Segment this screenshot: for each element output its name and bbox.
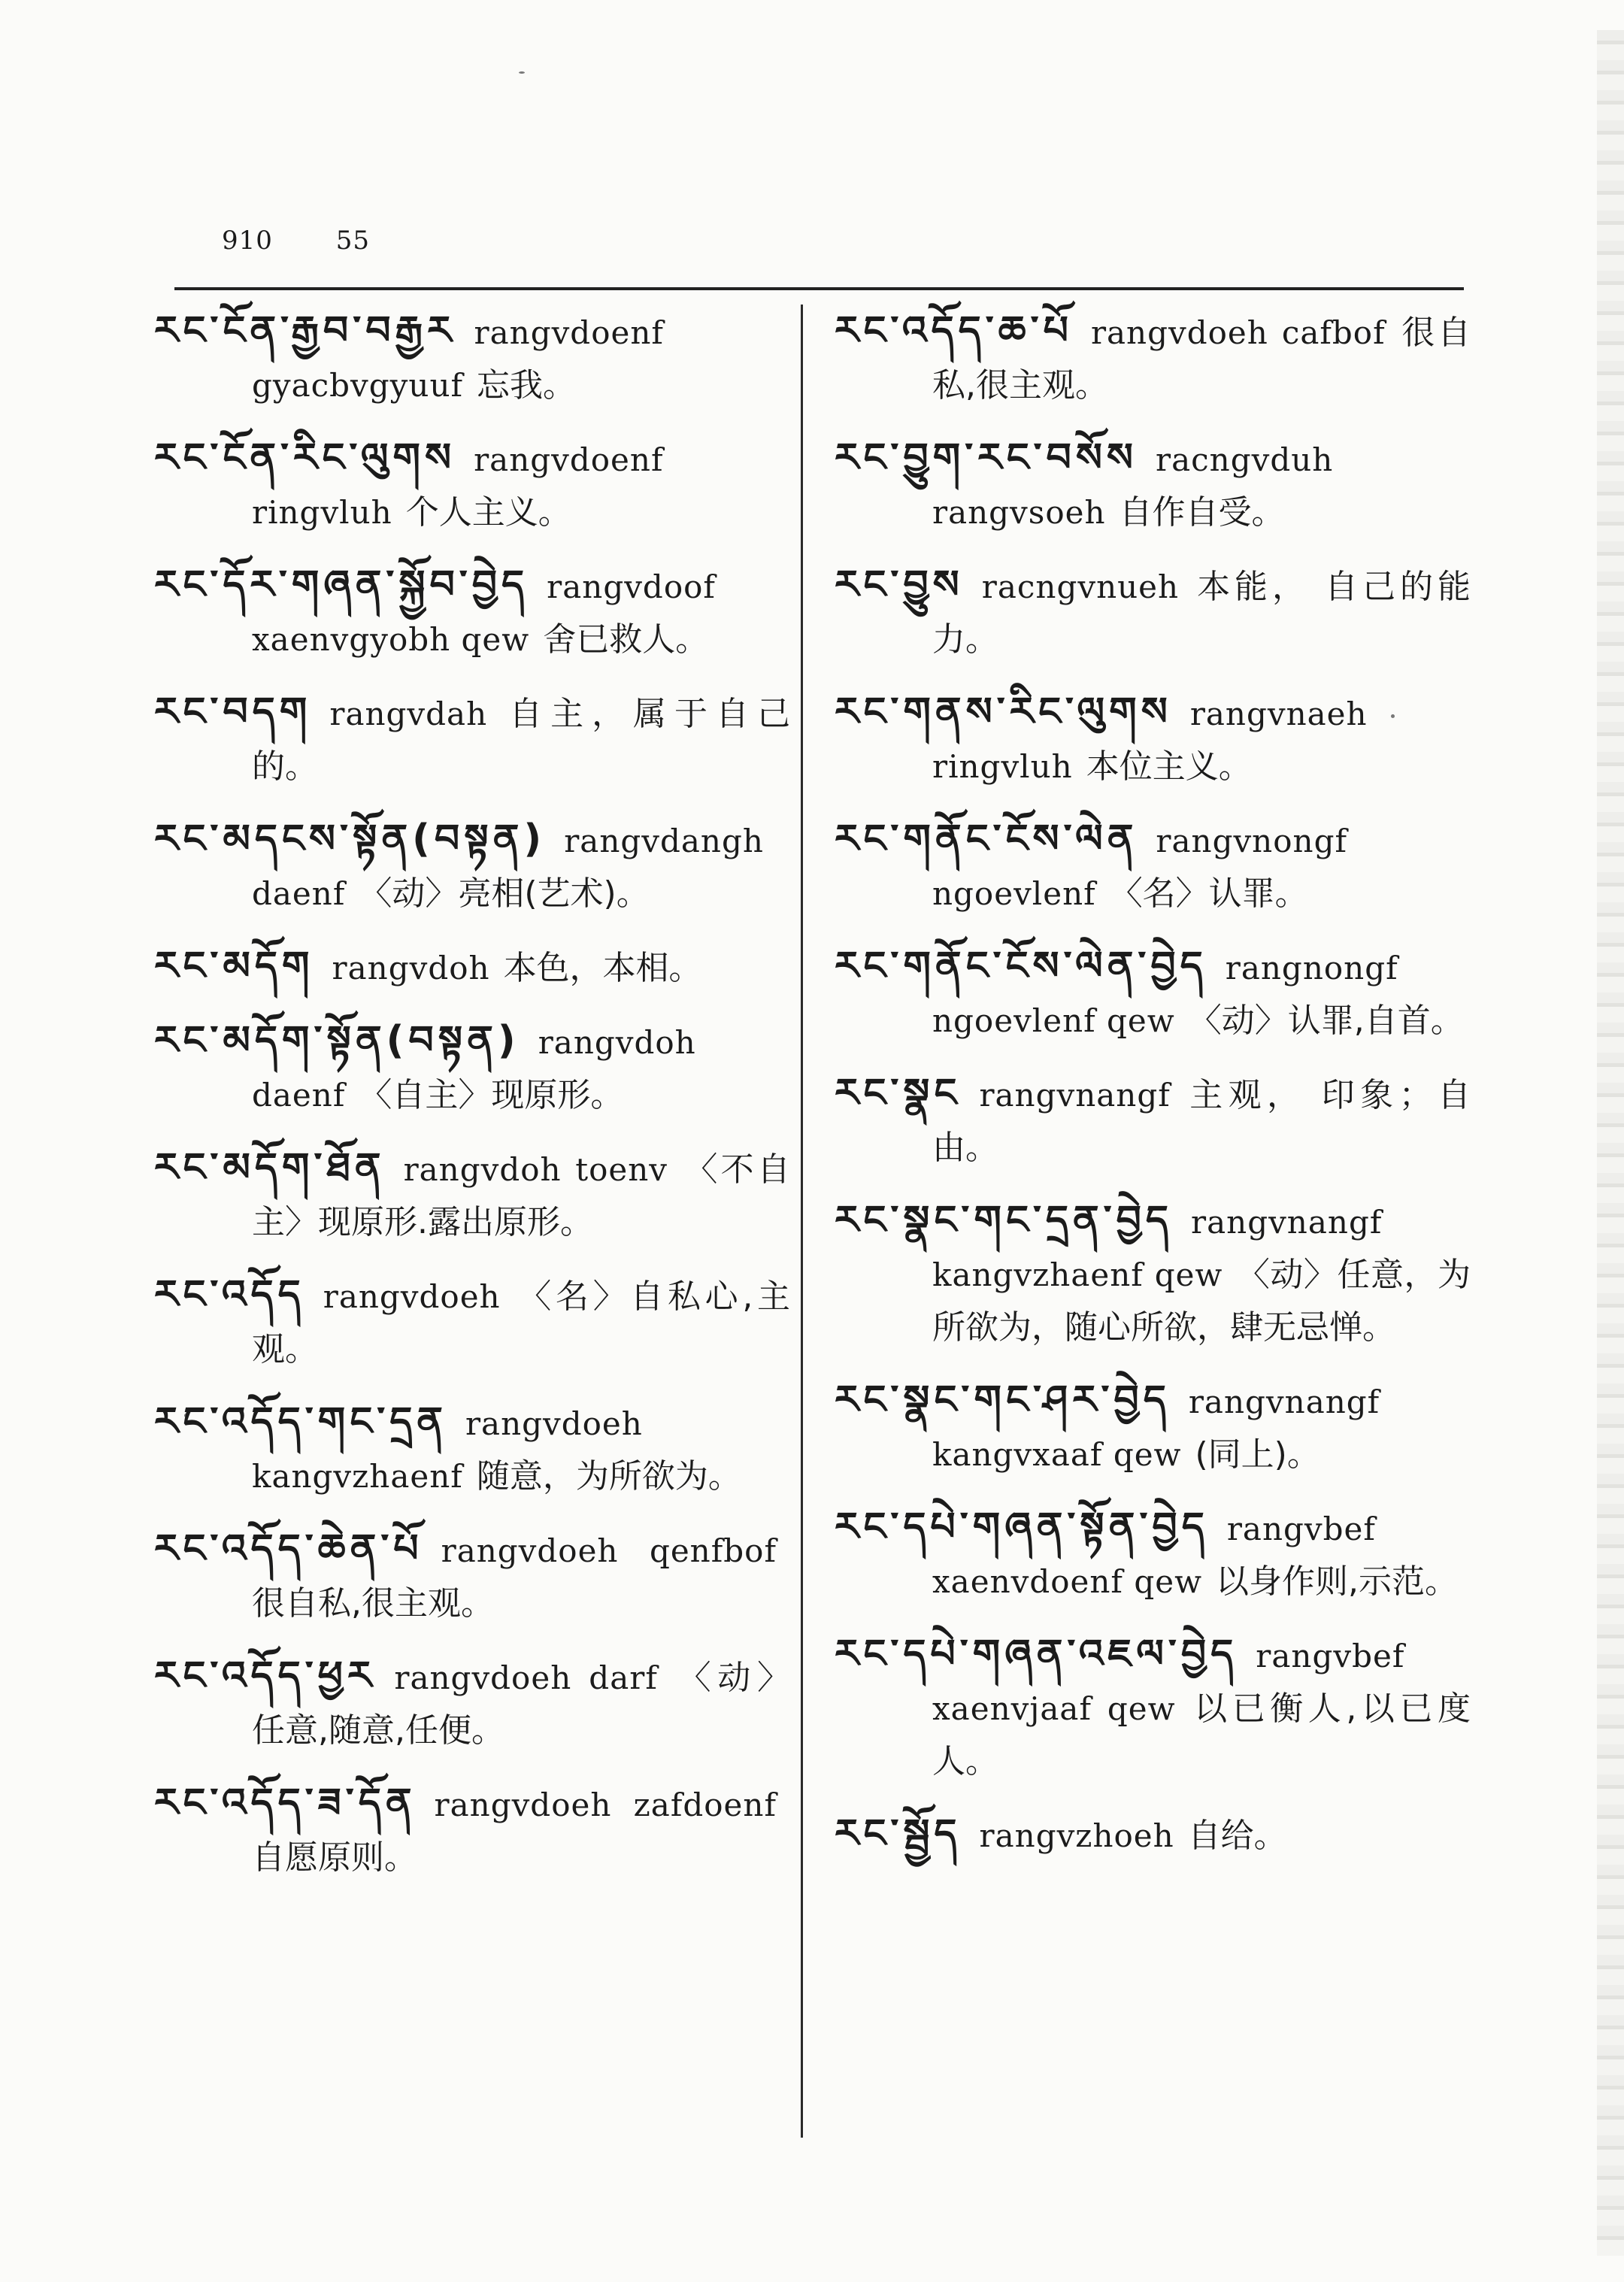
dictionary-entry <box>154 1268 790 1376</box>
scanned-page-edge <box>1597 30 1624 2256</box>
definition: 〈动〉亮相(艺术)。 <box>359 874 650 913</box>
romanization: rangvdoenf gyacbvgyuuf <box>252 314 664 404</box>
tibetan-headword: རང་མདངས་སྟོན(བསྟན) <box>154 817 547 862</box>
romanization: rangvdoeh qenfbof <box>441 1532 777 1569</box>
dictionary-entry <box>154 940 790 995</box>
tibetan-headword: རང་འདོད་གང་དྲན <box>154 1399 447 1444</box>
romanization: rangvnongf ngoevlenf <box>932 823 1348 912</box>
tibetan-headword: རང་འདོད་ཆེན་པོ <box>154 1526 423 1571</box>
definition: 忘我。 <box>477 366 577 405</box>
definition: 个人主义。 <box>405 493 571 532</box>
definition: 很自私,很主观。 <box>932 314 1471 405</box>
dictionary-entry <box>835 686 1471 793</box>
dictionary-entry <box>154 1014 790 1122</box>
romanization: rangvdoeh darf <box>394 1659 658 1696</box>
definition: 〈不自主〉现原形.露出原形。 <box>252 1150 791 1241</box>
dictionary-entry <box>835 1194 1471 1354</box>
romanization: rangvnangf kangvzhaenf qew <box>932 1204 1383 1293</box>
header-mark: 55 <box>335 226 370 256</box>
tibetan-headword: རང་ངོན་རྒྱབ་བརྒྱར <box>154 308 456 353</box>
tibetan-headword: རང་མདོག་ཐོན <box>154 1145 386 1190</box>
definition: 舍已救人。 <box>543 620 709 659</box>
definition: 很自私,很主观。 <box>252 1584 494 1623</box>
tibetan-headword: རང་སྦྱོད <box>835 1811 962 1856</box>
dictionary-entry <box>835 559 1471 666</box>
romanization: racngvnueh <box>981 568 1180 605</box>
page-header <box>222 226 424 271</box>
dictionary-entry <box>835 1628 1471 1788</box>
definition: 本能， 自己的能力。 <box>932 568 1471 659</box>
right-column <box>835 305 1471 1882</box>
tibetan-headword: རང་འདོད་ཕྱར <box>154 1653 377 1699</box>
romanization: racngvduh rangvsoeh <box>932 441 1334 531</box>
romanization: rangvnaeh ringvluh <box>932 696 1368 785</box>
romanization: rangvdoh <box>332 950 490 986</box>
romanization: rangvdah <box>329 696 488 732</box>
dictionary-entry <box>154 1523 790 1630</box>
dictionary-entry <box>835 1374 1471 1481</box>
dictionary-entry <box>835 813 1471 920</box>
romanization: rangvdoof xaenvgyobh qew <box>252 568 716 658</box>
romanization: rangvdoenf ringvluh <box>252 441 664 531</box>
tibetan-headword: རང་འདོད་ཆ་པོ <box>835 308 1073 353</box>
tibetan-headword: རང་དོར་གཞན་སྐྱོབ་བྱེད <box>154 562 529 608</box>
definition: 〈自主〉现原形。 <box>359 1076 624 1114</box>
dictionary-entry <box>835 432 1471 539</box>
left-column <box>154 305 790 1904</box>
dictionary-entry <box>835 1067 1471 1174</box>
definition: 〈动〉任意，为所欲为，随心所欲，肆无忌惮。 <box>932 1256 1471 1347</box>
romanization: rangvnangf kangvxaaf qew <box>932 1383 1380 1473</box>
tibetan-headword: རང་མདོག <box>154 944 314 989</box>
tibetan-headword: རང་མདོག་སྟོན(བསྟན) <box>154 1018 520 1063</box>
romanization: rangvdoeh <box>323 1278 501 1315</box>
dictionary-entry <box>835 1808 1471 1862</box>
tibetan-headword: རང་ངོན་རིང་ལུགས <box>154 435 456 480</box>
tibetan-headword: རང་གནས་རིང་ལུགས <box>835 689 1172 735</box>
romanization: rangvdoeh kangvzhaenf <box>252 1405 643 1495</box>
definition: 自作自受。 <box>1119 493 1285 532</box>
dictionary-entry <box>154 1141 790 1249</box>
dictionary-entry <box>154 1650 790 1757</box>
definition: 〈名〉自私心,主观。 <box>252 1277 790 1368</box>
dictionary-entry <box>835 940 1471 1047</box>
definition: 〈动〉认罪,自首。 <box>1188 1002 1464 1040</box>
tibetan-headword: རང་འདོད་ཟ་དོན <box>154 1780 417 1826</box>
dictionary-entry <box>154 305 790 412</box>
tibetan-headword: རང་གནོང་ངོས་ལེན <box>835 817 1138 862</box>
definition: 〈名〉认罪。 <box>1109 874 1308 913</box>
tibetan-headword: རང་བྱུས <box>835 562 964 608</box>
dictionary-entry <box>154 1777 790 1884</box>
definition: 以已衡人,以已度人。 <box>932 1690 1471 1780</box>
romanization: rangvdoeh cafbof <box>1090 314 1386 351</box>
romanization: rangvbef xaenvjaaf qew <box>932 1638 1405 1727</box>
romanization: rangvdoh toenv <box>403 1151 668 1188</box>
definition: 本色，本相。 <box>503 949 702 987</box>
definition: 自主，属于自己的。 <box>252 695 790 786</box>
romanization: rangvbef xaenvdoenf qew <box>932 1511 1376 1600</box>
dictionary-entry <box>154 559 790 666</box>
romanization: rangvzhoeh <box>979 1817 1174 1854</box>
tibetan-headword: རང་དཔེ་གཞན་སྟོན་བྱེད <box>835 1505 1209 1550</box>
tibetan-headword: རང་དཔེ་གཞན་འཇལ་བྱེད <box>835 1632 1238 1677</box>
romanization: rangnongf ngoevlenf qew <box>932 950 1398 1039</box>
definition: 随意，为所欲为。 <box>476 1457 741 1496</box>
definition: 以身作则,示范。 <box>1216 1562 1459 1601</box>
column-divider <box>801 305 803 2138</box>
tibetan-headword: རང་བདག <box>154 689 312 735</box>
tibetan-headword: རང་གནོང་ངོས་ལེན་བྱེད <box>835 944 1207 989</box>
romanization: rangvdangh daenf <box>252 823 764 912</box>
definition: 本位主义。 <box>1086 747 1252 786</box>
tibetan-headword: རང་སྣང་གང་དྲན་བྱེད <box>835 1198 1174 1243</box>
header-rule <box>174 287 1464 290</box>
scan-speck <box>519 71 525 74</box>
dictionary-entry <box>154 813 790 920</box>
dictionary-entry <box>835 1501 1471 1608</box>
definition: (同上)。 <box>1195 1435 1320 1474</box>
romanization: rangvdoh daenf <box>252 1024 696 1114</box>
dictionary-entry <box>154 1396 790 1503</box>
definition: 自愿原则。 <box>252 1838 417 1877</box>
romanization: rangvdoeh zafdoenf <box>434 1787 777 1823</box>
tibetan-headword: རང་སྣང་གང་ཤར་བྱེད <box>835 1377 1171 1423</box>
definition: 主观， 印象；自由。 <box>932 1076 1471 1167</box>
definition: 〈动〉任意,随意,任便。 <box>252 1659 790 1750</box>
dictionary-entry <box>154 432 790 539</box>
tibetan-headword: རང་འདོད <box>154 1272 305 1317</box>
definition: 自给。 <box>1187 1817 1287 1855</box>
dictionary-entry <box>154 686 790 793</box>
page-number: 910 <box>222 226 273 256</box>
tibetan-headword: རང་སྣང <box>835 1071 962 1116</box>
tibetan-headword: རང་བྱུག་རང་བསོས <box>835 435 1138 480</box>
romanization: rangvnangf <box>979 1077 1171 1114</box>
dictionary-entry <box>835 305 1471 412</box>
